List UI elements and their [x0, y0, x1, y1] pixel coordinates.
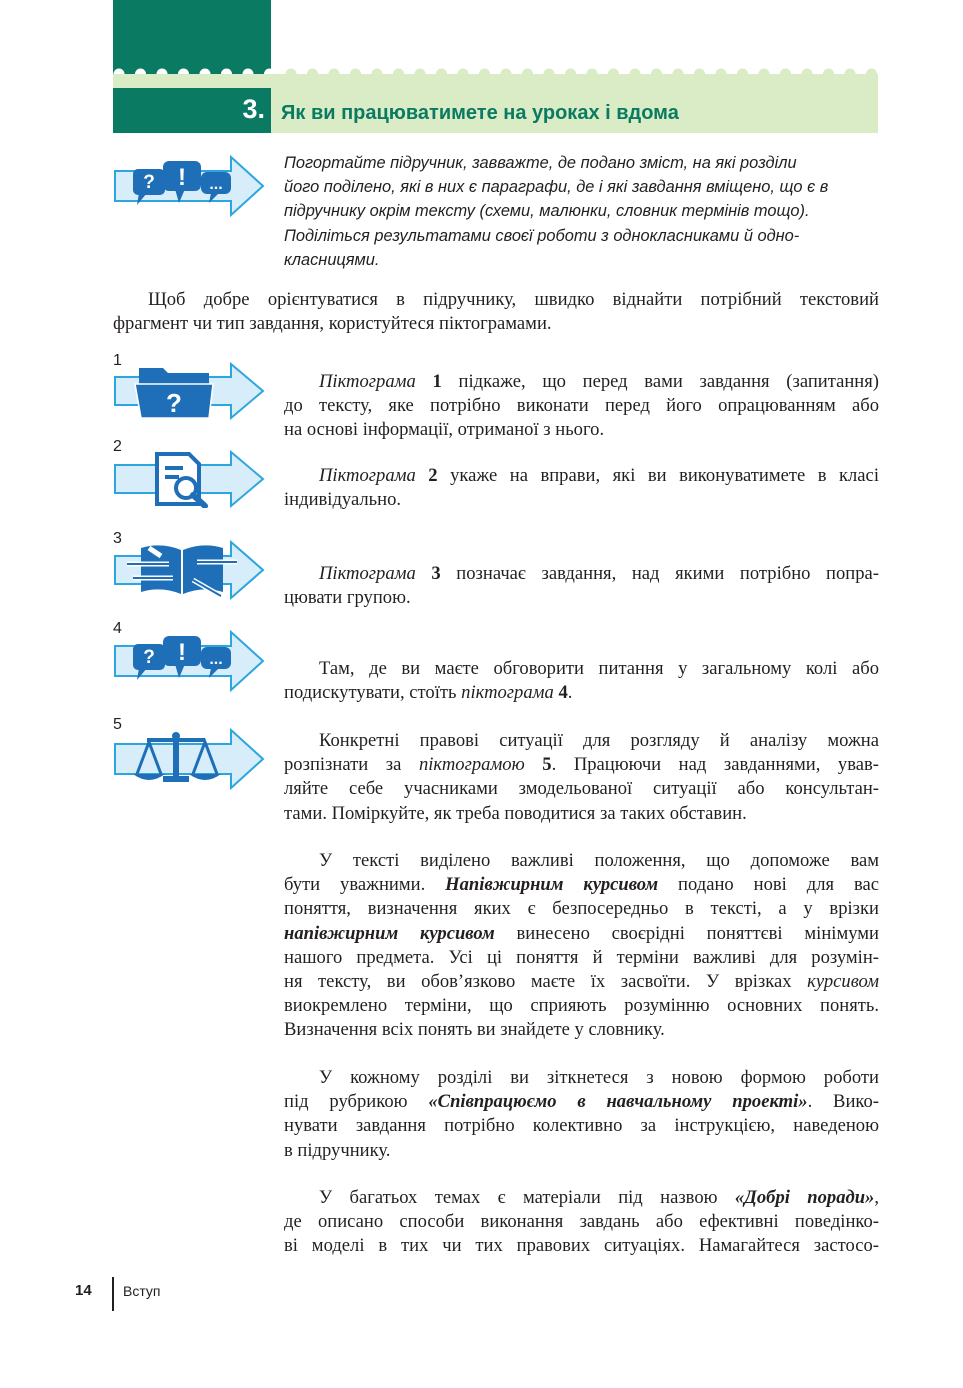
text-line: тами. Поміркуйте, як треба поводитися за таких обставин.	[284, 802, 747, 824]
scales-icon	[113, 728, 265, 790]
pictogram-word: Піктограма	[319, 371, 416, 392]
footer-divider	[112, 1277, 114, 1311]
pictogram-1-text	[284, 370, 879, 443]
intro-line: Поділіться результатами своєї роботи з однокласниками й одно-	[284, 226, 800, 245]
footer-section: Вступ	[123, 1283, 161, 1299]
text-line: поняття, визначення яких є безпосередньо в тексті, а у врізки	[284, 898, 879, 920]
bold-italic-term: Напівжирним курсивом	[445, 874, 659, 896]
text-line: на основі інформації, отриманої з нього.	[284, 419, 605, 441]
italic-term: курсивом	[807, 971, 879, 993]
pictogram-number: 2	[113, 438, 122, 455]
pictogram-5-text	[284, 729, 879, 826]
text-fragment: .	[567, 682, 573, 704]
page-number: 14	[75, 1282, 92, 1299]
speech-bubbles-icon	[113, 630, 265, 692]
text-line: в підручнику.	[284, 1139, 391, 1161]
text-fragment: . Працюючи над завданнями, ував-	[551, 754, 879, 776]
text-line: цювати групою.	[284, 587, 411, 609]
pictogram-word: Піктограма	[319, 563, 416, 584]
pictogram-word: піктограма	[461, 682, 554, 704]
svg-text:!: !	[178, 639, 186, 666]
svg-text:...: ...	[209, 176, 223, 193]
lead-paragraph	[113, 288, 879, 336]
intro-line: класницями.	[284, 250, 380, 269]
pictogram-3-text	[284, 562, 879, 610]
intro-line: Погортайте підручник, завважте, де подано зміст, на які розділи	[284, 154, 797, 172]
lead-line: Щоб добре орієнтуватися в підручнику, швидко віднайти потрібний текстовий	[148, 289, 879, 310]
svg-text:!: !	[178, 164, 186, 191]
pictogram-number: 3	[113, 530, 122, 547]
text-fragment: бути уважними.	[284, 874, 426, 896]
section-title: Як ви працюватимете на уроках і вдома	[281, 102, 679, 124]
paragraph-project	[284, 1066, 879, 1163]
text-fragment: позначає завдання, над якими потрібно попра-	[456, 563, 879, 584]
pictogram-word: піктограмою	[418, 754, 525, 776]
text-line: індивідуально.	[284, 489, 402, 511]
section-number-box	[113, 88, 271, 133]
text-fragment: подискутувати, стоїть	[284, 682, 457, 704]
svg-text:...: ...	[209, 651, 223, 668]
pictogram-number: 1	[113, 352, 122, 369]
intro-task	[284, 151, 884, 272]
text-line: до тексту, яке потрібно виконати перед його опрацюванням або	[284, 395, 879, 417]
svg-text:?: ?	[143, 172, 155, 193]
pictogram-number: 5	[113, 716, 122, 733]
decorative-dots	[113, 58, 878, 90]
svg-text:?: ?	[143, 647, 155, 668]
text-line: У кожному розділі ви зіткнетеся з новою формою роботи	[319, 1067, 879, 1088]
text-line: Конкретні правові ситуації для розгляду й аналізу можна	[319, 730, 879, 751]
document-magnifier-icon	[113, 450, 265, 508]
text-fragment: ня тексту, ви обов’язково маєте їх засвоїти. У врізках	[284, 971, 792, 993]
text-line: нашого предмета. Усі ці поняття й терміни важливі для розумін-	[284, 946, 879, 968]
pictogram-word: Піктограма	[319, 465, 416, 486]
intro-line: підручнику окрім тексту (схеми, малюнки, словник термінів тощо).	[284, 202, 810, 221]
text-fragment: У багатьох темах є матеріали під назвою	[319, 1187, 718, 1208]
section-number: 3.	[242, 94, 265, 124]
text-fragment: укаже на вправи, які ви виконуватимете в класі	[450, 465, 879, 486]
text-fragment: винесено своєрідні поняттєві мінімуми	[516, 922, 879, 944]
text-fragment: під рубрикою	[284, 1091, 408, 1113]
text-fragment: . Вико-	[807, 1091, 879, 1113]
text-line: нувати завдання потрібно колективно за інструкцією, наведеною	[284, 1115, 879, 1137]
text-line: Там, де ви маєте обговорити питання у загальному колі або	[319, 658, 879, 679]
paragraph-highlights	[284, 849, 879, 1043]
text-line: Визначення всіх понять ви знайдете у словнику.	[284, 1019, 665, 1041]
text-fragment: ,	[874, 1187, 880, 1208]
text-line: ві моделі в тих чи тих правових ситуаціях. Намагайтеся застосо-	[284, 1235, 879, 1257]
pictogram-number-ref: 1	[432, 371, 442, 392]
bold-italic-term: напівжирним курсивом	[284, 922, 495, 944]
text-fragment: подано нові для вас	[678, 874, 879, 896]
pictogram-number-ref: 2	[428, 465, 438, 486]
text-fragment: розпізнати за	[284, 754, 402, 776]
intro-line: його поділено, які в них є параграфи, де і які завдання вміщено, що є в	[284, 178, 829, 197]
bold-italic-term: «Співпрацюємо в навчальному проекті»	[428, 1091, 808, 1113]
text-line: У тексті виділено важливі положення, що допоможе вам	[319, 850, 879, 871]
open-book-pencils-icon	[113, 540, 265, 600]
pictogram-2-text	[284, 464, 879, 512]
text-line: де описано способи виконання завдань або ефективні поведінко-	[284, 1211, 879, 1233]
pictogram-number: 4	[113, 620, 122, 637]
pictogram-4-text	[284, 657, 879, 705]
pictogram-number-ref: 5	[542, 754, 552, 776]
folder-question-icon	[113, 362, 265, 420]
svg-text:?: ?	[166, 388, 182, 418]
text-line: виокремлено терміни, що сприяють розумінню основних понять.	[284, 995, 879, 1017]
text-fragment: підкаже, що перед вами завдання (запитання)	[458, 371, 880, 392]
bold-italic-term: «Добрі поради»	[734, 1187, 875, 1208]
pictogram-number-ref: 4	[558, 682, 568, 704]
text-line: ляйте себе учасниками змодельованої ситуації або консультан-	[284, 778, 879, 800]
lead-line: фрагмент чи тип завдання, користуйтеся піктограмами.	[113, 313, 552, 335]
pictogram-number-ref: 3	[431, 563, 441, 584]
paragraph-good-advice	[284, 1186, 879, 1259]
speech-bubbles-icon	[113, 155, 265, 217]
